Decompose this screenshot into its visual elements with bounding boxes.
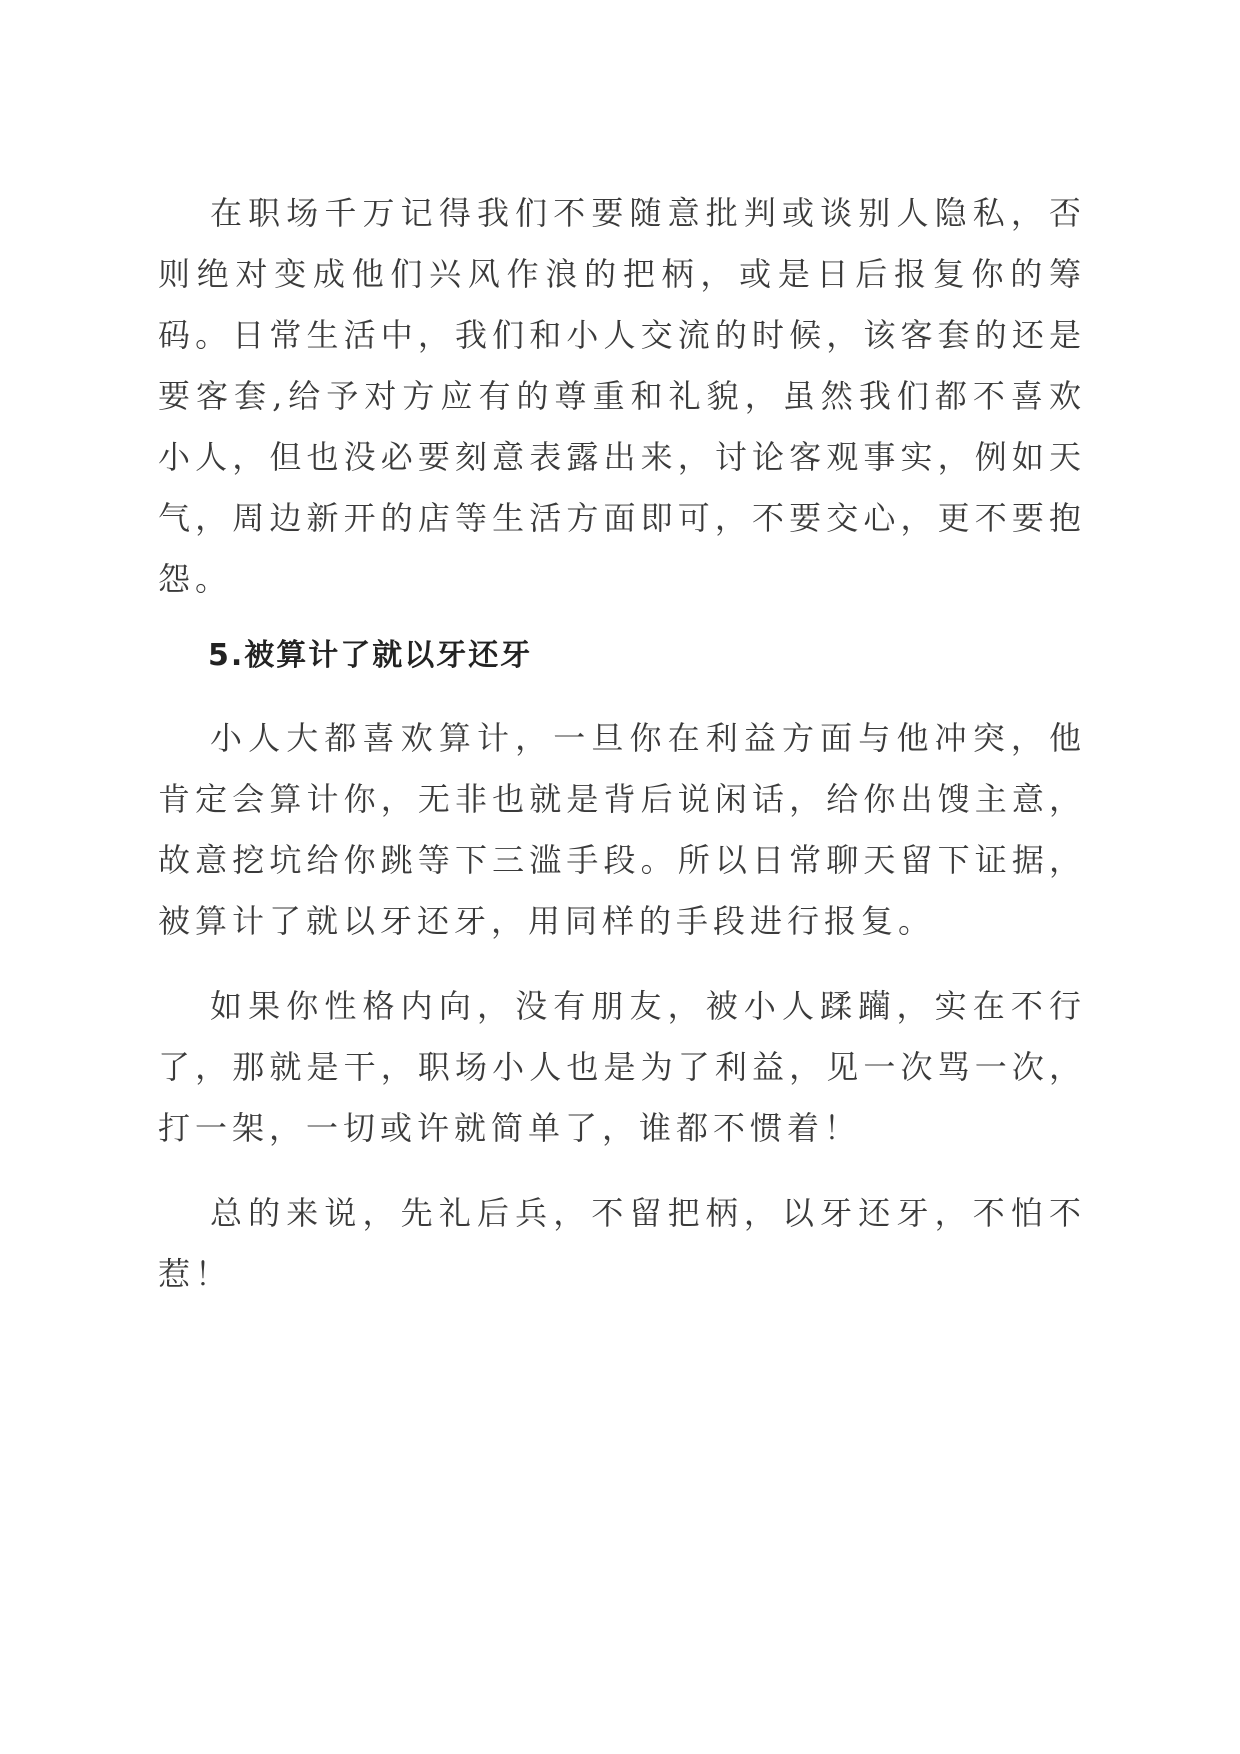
document-body — [158, 183, 1086, 1329]
section-heading: 5.被算计了就以牙还牙 — [208, 638, 533, 673]
paragraph-workplace-privacy: 在职场千万记得我们不要随意批判或谈别人隐私，否则绝对变成他们兴风作浪的把柄，或是日后报复你的筹码。日常生活中，我们和小人交流的时候，该客套的还是要客套,给予对方应有的尊重和礼貌，虽然我们都不喜欢小人，但也没必要刻意表露出来，讨论客观事实，例如天气，周边新开的店等生活方面即可，不要交心，更不要抱怨。 — [158, 194, 1086, 598]
paragraph-summary: 总的来说，先礼后兵，不留把柄，以牙还牙，不怕不惹！ — [158, 1194, 1086, 1293]
paragraph-scheming: 小人大都喜欢算计，一旦你在利益方面与他冲突，他肯定会算计你，无非也就是背后说闲话，给你出馊主意，故意挖坑给你跳等下三滥手段。所以日常聊天留下证据，被算计了就以牙还牙，用同样的手段进行报复。 — [158, 719, 1086, 940]
paragraph-introvert: 如果你性格内向，没有朋友，被小人蹂躏，实在不行了，那就是干，职场小人也是为了利益，见一次骂一次，打一架，一切或许就简单了，谁都不惯着！ — [158, 987, 1086, 1147]
